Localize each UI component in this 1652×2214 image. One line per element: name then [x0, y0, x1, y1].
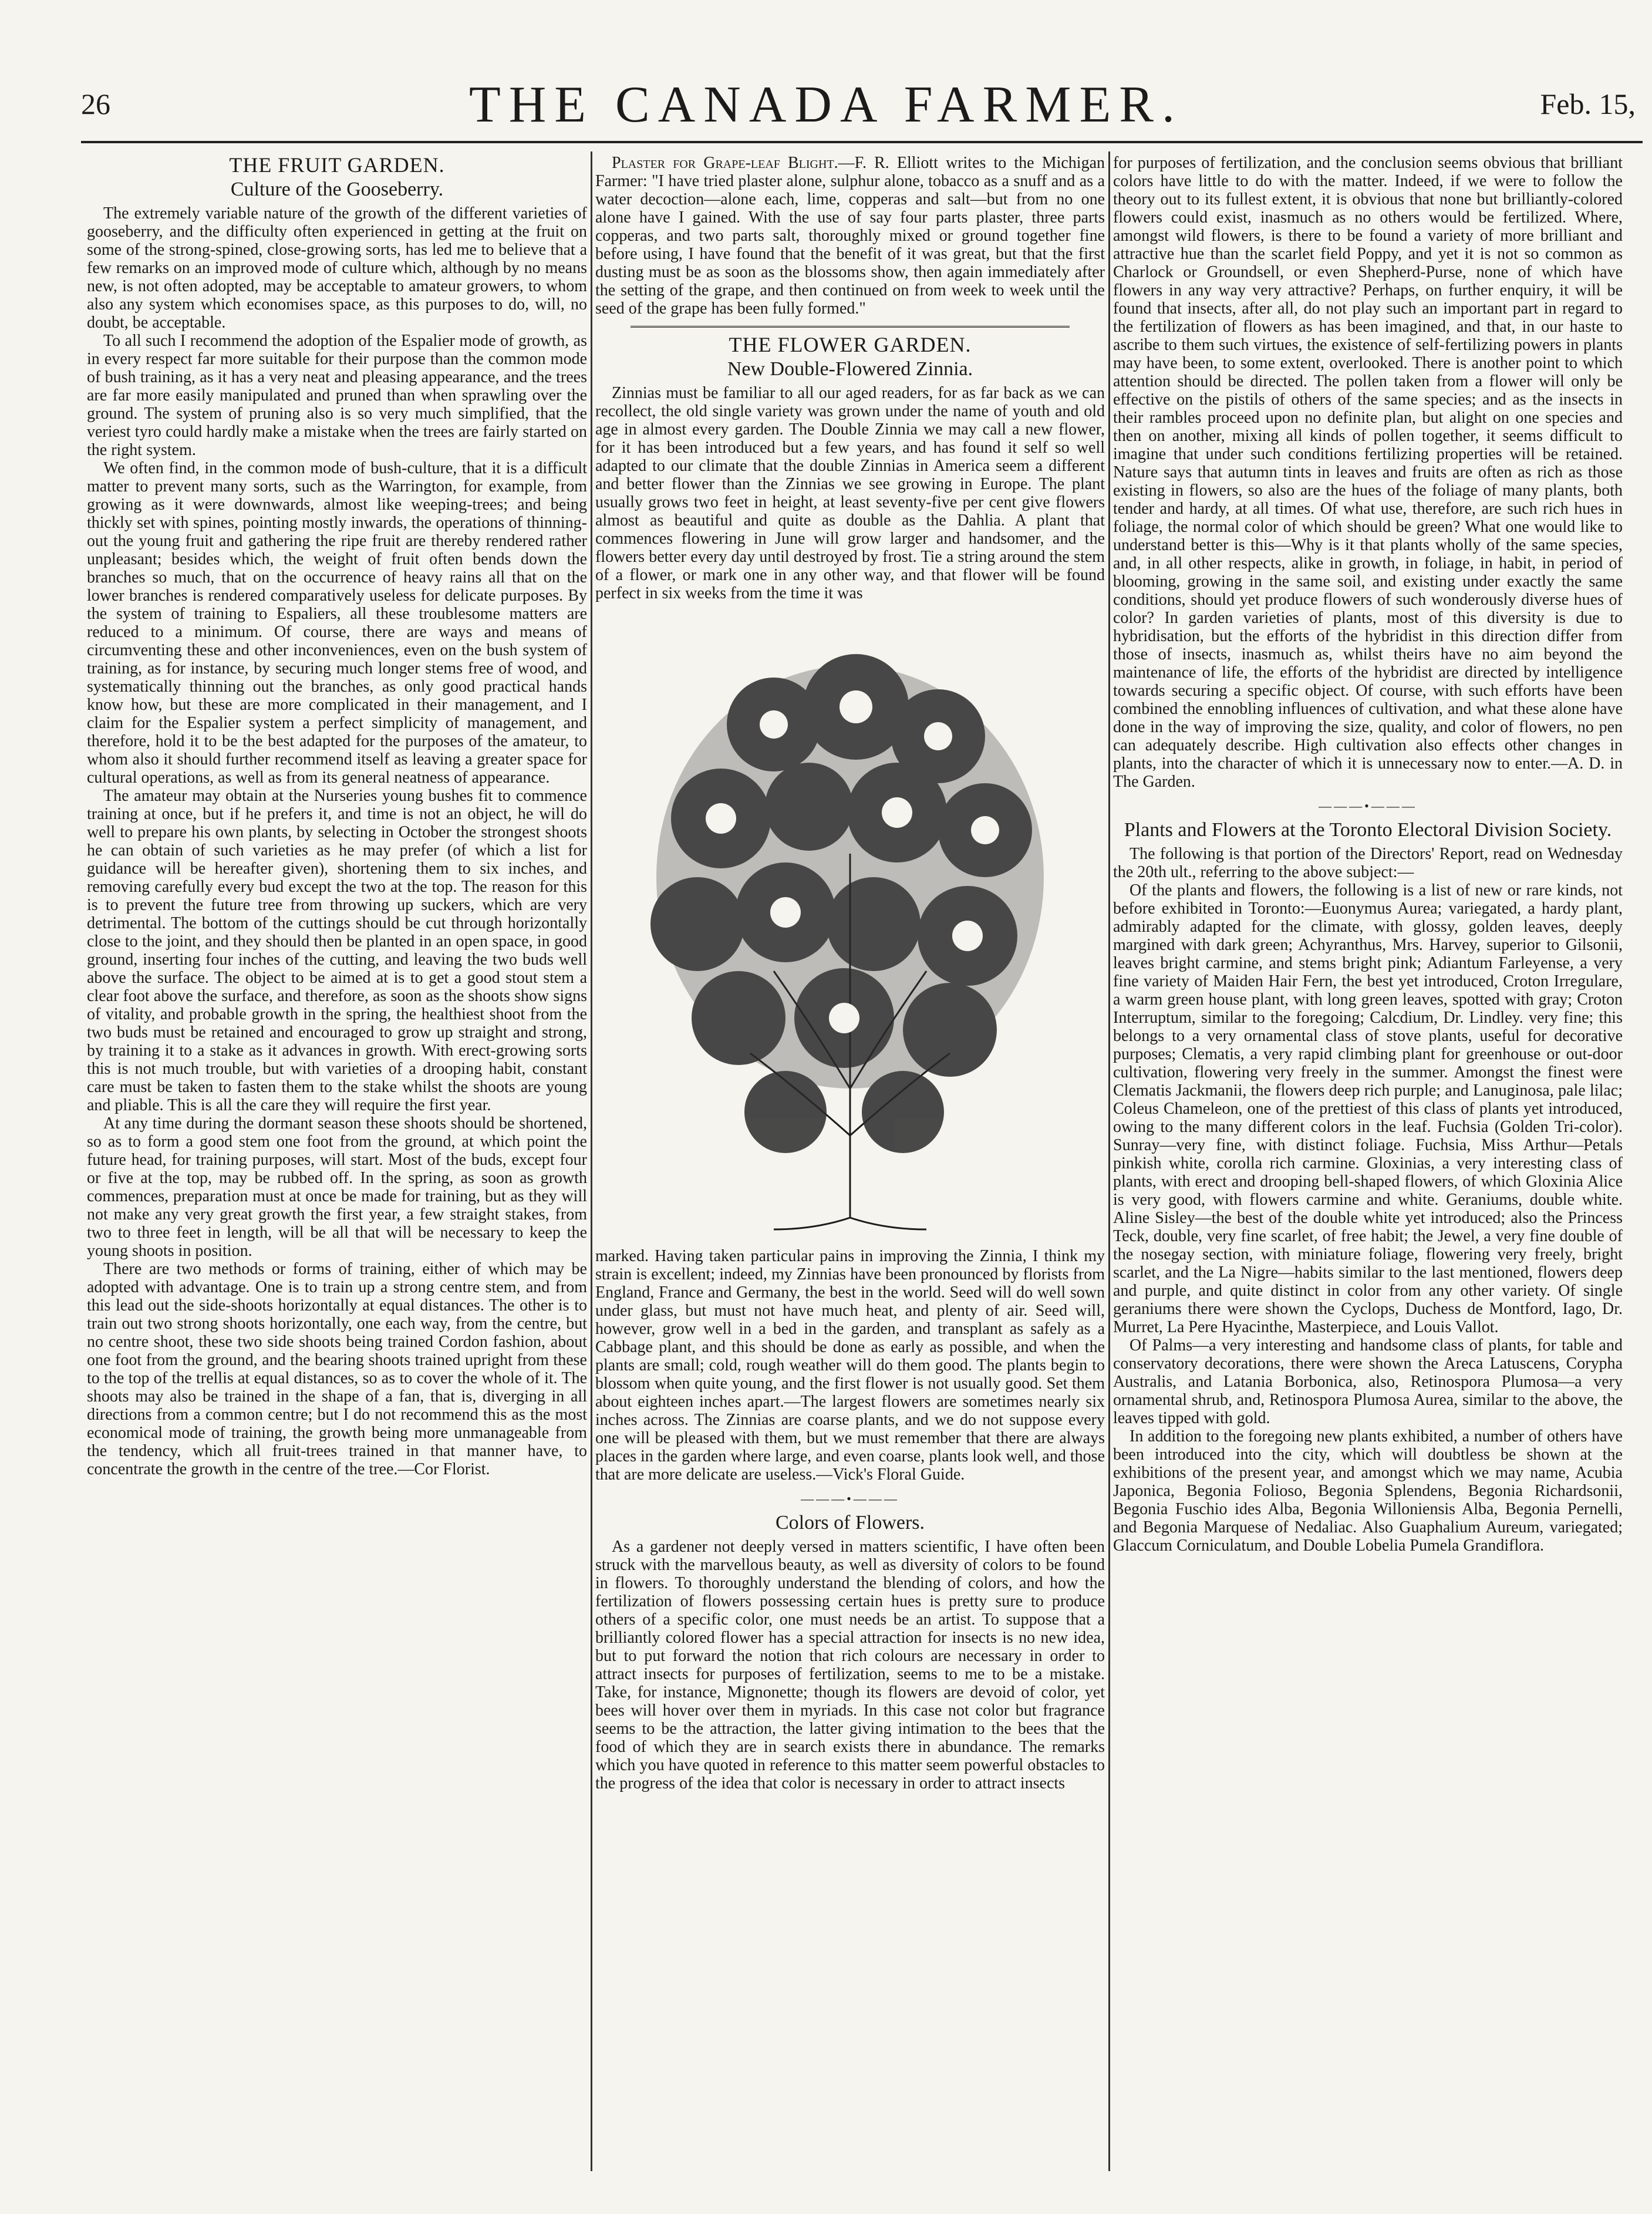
- page-number: 26: [81, 87, 110, 120]
- issue-date: Feb. 15,: [1540, 87, 1636, 120]
- column-divider: [591, 151, 592, 2171]
- paragraph: In addition to the foregoing new plants exhibited, a number of others have been introduced into the city, which will doubtless be shown at the exhibitions of the present year, and amongst which we may name, Acubia Japonica, Begonia Folioso, Begonia Splendens, Begonia Richardsonii, Begonia Fuschio ides Alba, Begonia Willoniensis Alba, Begonia Pernelli, and Begonia Marquese of Nedaliac. Also Guaphalium Aureum, variegated; Glaccum Corniculatum, and Double Lobelia Pumela Grandiflora.: [1113, 1427, 1623, 1555]
- section-heading: THE FRUIT GARDEN.: [229, 154, 445, 177]
- column-3: [1113, 154, 1623, 2168]
- article-title: New Double-Flowered Zinnia.: [727, 358, 973, 380]
- paragraph: We often find, in the common mode of bush-culture, that it is a difficult matter to prevent many sorts, such as the Warrington, for example, from growing as it were downwards, almost like weeping-trees; and being thickly set with spines, pointing mostly inwards, the operations of thinning-out the young fruit and gathering the ripe fruit are thereby rendered rather unpleasant; besides which, the weight of fruit often bends down the branches so much, that on the occurrence of heavy rains all that on the lower branches is rendered comparatively useless for delicate purposes. By the system of training to Espaliers, all these troublesome matters are reduced to a minimum. Of course, there are ways and means of circumventing these and other inconveniences, even on the bush system of training, as for instance, by securing much longer stems free of wood, and systematically thinning out the branches, as only good practical hands know how, but these are more complicated in their management, and I claim for the Espalier system a perfect simplicity of management, and therefore, hold it to be the best adapted for the purposes of the amateur, to whom also it should further recommend itself as leaving a greater space for cultural operations, as well as from its general neatness of appearance.: [87, 459, 587, 787]
- paragraph: As a gardener not deeply versed in matters scientific, I have often been struck with the marvellous beauty, as well as diversity of colors to be found in flowers. To thoroughly understand the blending of colors, and how the fertilization of flowers possessing certain hues is pretty sure to produce others of a specific color, one must needs be an artist. To suppose that a brilliantly colored flower has a special attraction for insects is no new idea, but to put forward the notion that rich colours are necessary in order to attract insects for purposes of fertilization, seems to me to be a mistake. Take, for instance, Mignonette; though its flowers are devoid of color, yet bees will hover over them in myriads. In this case not color but fragrance seems to be the attraction, the latter giving intimation to the bees that the food of which they are in search exists there in abundance. The remarks which you have quoted in reference to this matter seem powerful obstacles to the progress of the idea that color is necessary in order to attract insects: [595, 1538, 1105, 1792]
- divider: ———•———: [1319, 798, 1417, 813]
- section-heading: THE FLOWER GARDEN.: [729, 333, 972, 356]
- item-lead: Plaster for Grape-leaf Blight.: [612, 154, 838, 172]
- paragraph: At any time during the dormant season these shoots should be shortened, so as to form a good stem one foot from the ground, at which point the future head, for training purposes, will start. Most of the buds, except four or five at the top, may be rubbed off. In the spring, as soon as growth commences, preparation must at once be made for training, but as they will not make any very great growth the first year, a few straight stakes, from two to three feet in length, will be all that will be necessary to keep the young shoots in position.: [87, 1114, 587, 1260]
- masthead-rule: [81, 141, 1643, 143]
- paragraph: Zinnias must be familiar to all our aged readers, for as far back as we can recollect, the old single variety was grown under the name of youth and old age in almost every garden. The Double Zinnia we may call a new flower, for it has been introduced but a few years, and has found it self so well adapted to our climate that the double Zinnias in America seem a different and better flower than the Zinnias we see growing in Europe. The plant usually grows two feet in height, at least seventy-five per cent give flowers almost as beautiful and quite as double as the Dahlia. A plant that commences flowering in June will grow larger and handsomer, and the flowers better every day until destroyed by frost. Tie a string around the stem of a flower, or mark one in any other way, and that flower will be found perfect in six weeks from the time it was: [595, 384, 1105, 602]
- zinnia-illustration: [621, 607, 1079, 1241]
- paragraph: Of Palms—a very interesting and handsome class of plants, for table and conservatory decorations, there were shown the Areca Latuscens, Corypha Australis, and Latania Borbonica, also, Retinospora Plumosa—a very ornamental shrub, and, Retinospora Plumosa Aurea, similar to the above, the leaves tipped with gold.: [1113, 1336, 1623, 1427]
- column-1: [87, 154, 587, 2168]
- paragraph: marked. Having taken particular pains in improving the Zinnia, I think my strain is excellent; indeed, my Zinnias have been pronounced by florists from England, France and Germany, the best in the world. Seed will do well sown under glass, but must not have much heat, and plenty of air. Seed will, however, grow well in a bed in the garden, and transplant as safely as a Cabbage plant, and this should be done as early as possible, and when the plants are small; cold, rough weather will do them good. The plants begin to blossom when quite young, and the first flower is not usually good. Set them about eighteen inches apart.—The largest flowers are sometimes nearly six inches across. The Zinnias are coarse plants, and we do not suppose every one will be pleased with them, but we must remember that there are always places in the garden where large, and even coarse, plants look well, and those that are more delicate are useless.—Vick's Floral Guide.: [595, 1247, 1105, 1484]
- column-divider: [1108, 151, 1110, 2171]
- paragraph: The amateur may obtain at the Nurseries young bushes fit to commence training at once, but if he prefers it, and time is not an object, he will do well to prepare his own plants, by selecting in October the strongest shoots he can obtain of such varieties as he may prefer (of which a list for guidance will be hereafter given), shortening them to six inches, and removing carefully every bud except the two at the top. The reason for this is to prevent the future tree from throwing up suckers, which are very detrimental. The bottom of the cuttings should be cut through horizontally close to the joint, and they should then be planted in an open space, in good ground, inserting four inches of the cutting, and leaving the two buds well above the surface. The object to be aimed at is to get a good stout stem a clear foot above the surface, and therefore, as soon as the shoots show signs of vitality, and probable growth in the spring, the healthiest shoot from the two buds must be retained and encouraged to grow up straight and strong, by training it to a stake as it advances in growth. With erect-growing sorts this is not much trouble, but with varieties of a drooping habit, constant care must be taken to fasten them to the stake whilst the shoots are young and pliable. This is all the care they will require the first year.: [87, 787, 587, 1114]
- section-rule: [631, 326, 1070, 328]
- column-2: [595, 154, 1105, 2168]
- divider: ———•———: [801, 1491, 899, 1506]
- paragraph: [595, 154, 1105, 318]
- paragraph: The extremely variable nature of the growth of the different varieties of gooseberry, and the difficulty often experienced in getting at the fruit on some of the strong-spined, close-growing sorts, has led me to believe that a few remarks on an improved mode of culture which, although by no means new, is not often adopted, may be acceptable to amateur growers, to whom also any system which economises space, as this purposes to do, will, no doubt, be acceptable.: [87, 204, 587, 332]
- paragraph: The following is that portion of the Directors' Report, read on Wednesday the 20th ult., referring to the above subject:—: [1113, 845, 1623, 881]
- item-text: —F. R. Elliott writes to the Michigan Farmer: "I have tried plaster alone, sulphur alone, tobacco as a snuff and as a water decoction—alone each, lime, copperas and salt—but from no one alone have I gained. With the use of say four parts plaster, three parts copperas, and two parts salt, thoroughly mixed or ground together fine before using, I have found that the benefit of it was great, but that the first dusting must be as soon as the blossoms show, then again immediately after the setting of the grape, and then continued on from week to week until the seed of the grape has been fully formed.": [595, 154, 1105, 318]
- article-title: Culture of the Gooseberry.: [230, 178, 444, 200]
- article-title: Colors of Flowers.: [775, 1512, 925, 1534]
- paragraph: Of the plants and flowers, the following is a list of new or rare kinds, not before exhibited in Toronto:—Euonymus Aurea; variegated, a hardy plant, admirably adapted for the climate, with glossy, golden leaves, deeply margined with dark green; Achyranthus, Mrs. Harvey, superior to Gilsonii, leaves bright carmine, and stems bright pink; Adiantum Farleyense, a very fine variety of Maiden Hair Fern, the best yet introduced, Croton Irregulare, a warm green house plant, with long green leaves, spotted with gray; Croton Interruptum, similar to the foregoing; Calcdium, Dr. Lindley. very fine; this belongs to a very ornamental class of stove plants, useful for decorative purposes; Clematis, a very rapid climbing plant for greenhouse or out-door cultivation, flowering very freely in the summer. Amongst the finest were Clematis Jackmanii, the flowers deep rich purple; and Lanuginosa, pale lilac; Coleus Chameleon, one of the prettiest of this class of plants yet introduced, owing to the many different colors in the leaf. Fuchsia (Golden Tri-color). Sunray—very fine, with distinct foliage. Fuchsia, Miss Arthur—Petals pinkish white, corolla rich carmine. Gloxinias, a very interesting class of plants, with erect and drooping bell-shaped flowers, of which Gloxinia Alice is very good, with flowers carmine and white. Geraniums, double white. Aline Sisley—the best of the double white yet introduced; also the Princess Teck, double, very fine scarlet, of free habit; the Jewel, a very fine double of the nosegay section, with miniature foliage, flowering very freely, bright scarlet, and the La Nigre—habits similar to the last mentioned, flowers deep and purple, and quite distinct in color from any other variety. Of single geraniums there were shown the Cyclops, Duchess de Montford, Iago, Dr. Murret, La Pere Hyacinthe, Masterpiece, and Louis Vallot.: [1113, 881, 1623, 1336]
- masthead-title: THE CANADA FARMER.: [468, 76, 1183, 133]
- paragraph: To all such I recommend the adoption of the Espalier mode of growth, as in every respect far more suitable for their purpose than the common mode of bush training, as it has a very neat and pleasing appearance, and the trees are far more easily manipulated and pruned than when sprawling over the ground. The system of pruning also is so very much simplified, that the veriest tyro could hardly make a mistake when the trees are fairly started on the right system.: [87, 332, 587, 459]
- paragraph: for purposes of fertilization, and the conclusion seems obvious that brilliant colors have little to do with the matter. Indeed, if we were to follow the theory out to its fullest extent, it is obvious that none but brilliantly-colored flowers could exist, inasmuch as no others would be fertilized. Where, amongst wild flowers, is there to be found a variety of more brilliant and attractive hue than the scarlet field Poppy, and yet it is not so common as Charlock or Groundsell, or even Shepherd-Purse, none of which have flowers in any way very attractive? Perhaps, on further enquiry, it will be found that insects, after all, do not play such an important part in regard to the fertilization of flowers as has been imagined, and that, in our haste to ascribe to them such virtues, the existence of self-fertilizing powers in plants may have been, to some extent, overlooked. There is another point to which attention should be directed. The pollen taken from a flower will only be effective on the pistils of others of the same species; and as the insects in their rambles proceed upon no definite plan, but alight on one species and then on another, mixing all kinds of pollen together, it seems difficult to imagine that under such conditions fertilizing properties will be retained. Nature says that autumn tints in leaves and fruits are often as rich as those existing in flowers, so also are the hues of the foliage of many plants, both tender and hardy, at all times. Of what use, therefore, are such rich hues in foliage, the normal color of which should be green? What one would like to understand better is this—Why is it that plants wholly of the same species, and, in all other respects, alike in growth, in foliage, in habit, in period of blooming, growing in the same soil, and existing under exactly the same conditions, should yet produce flowers of such wonderously diverse hues of color? In garden varieties of plants, most of this diversity is due to hybridisation, but the efforts of the hybridist in this direction differ from those of insects, inasmuch as, whilst theirs have no aim beyond the maintenance of life, the efforts of the hybridist are directed by intelligence towards securing a specific object. Of course, with such efforts have been combined the ennobling influences of cultivation, and what these alone have done in the way of improving the size, quality, and color of flowers, no pen can adequately describe. High cultivation also effects other changes in plants, into the character of which it is unnecessary now to enter.—A. D. in The Garden.: [1113, 154, 1623, 791]
- paragraph: There are two methods or forms of training, either of which may be adopted with advantage. One is to train up a strong centre stem, and from this lead out the side-shoots horizontally at equal distances. The other is to train out two strong shoots horizontally, one each way, from the centre, but no centre shoot, these two side shoots being trained Cordon fashion, about one foot from the ground, and the bearing shoots trained upright from these to the top of the trellis at equal distances, so as to cover the whole of it. The shoots may also be trained in the shape of a fan, that is, diverging in all directions from a common centre; but I do not recommend this as the most economical mode of training, the growth being more unmanageable from the tendency, which all fruit-trees trained in that manner have, to concentrate the growth in the centre of the tree.—Cor Florist.: [87, 1260, 587, 1478]
- article-title: Plants and Flowers at the Toronto Electoral Division Society.: [1124, 819, 1612, 841]
